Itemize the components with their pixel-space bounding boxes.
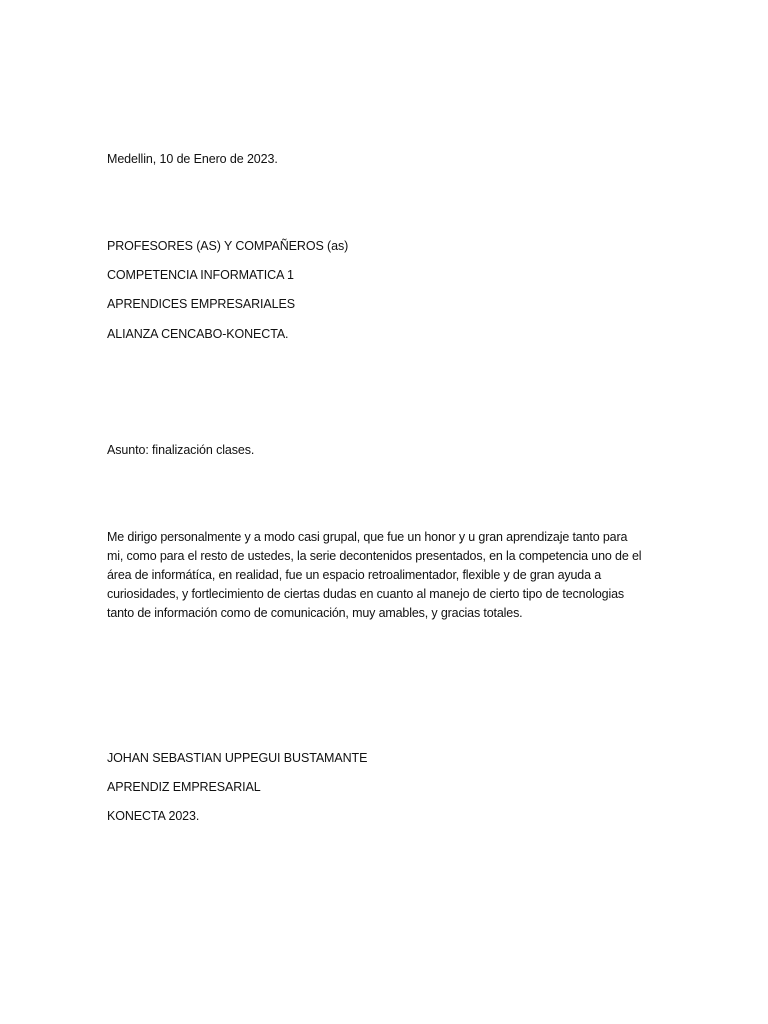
body-line: mi, como para el resto de ustedes, la serie decontenidos presentados, en la competencia uno de el	[107, 549, 642, 563]
body-line: curiosidades, y fortlecimiento de ciertas dudas en cuanto al manejo de cierto tipo de tecnologias	[107, 587, 625, 601]
body-paragraph	[107, 528, 667, 623]
signature-role: APRENDIZ EMPRESARIAL	[107, 780, 261, 794]
signature-name: JOHAN SEBASTIAN UPPEGUI BUSTAMANTE	[107, 751, 368, 765]
recipient-line: PROFESORES (AS) Y COMPAÑEROS (as)	[107, 239, 349, 253]
recipient-line: COMPETENCIA INFORMATICA 1	[107, 268, 294, 282]
body-line: Me dirigo personalmente y a modo casi grupal, que fue un honor y u gran aprendizaje tanto para	[107, 530, 628, 544]
signature-company: KONECTA 2023.	[107, 809, 200, 823]
date-line: Medellin, 10 de Enero de 2023.	[107, 152, 278, 166]
subject-line: Asunto: finalización clases.	[107, 443, 255, 457]
recipient-line: ALIANZA CENCABO-KONECTA.	[107, 327, 289, 341]
body-line: área de informátíca, en realidad, fue un espacio retroalimentador, flexible y de gran ayuda a	[107, 568, 602, 582]
body-line: tanto de información como de comunicación, muy amables, y gracias totales.	[107, 606, 523, 620]
recipient-line: APRENDICES EMPRESARIALES	[107, 297, 295, 311]
